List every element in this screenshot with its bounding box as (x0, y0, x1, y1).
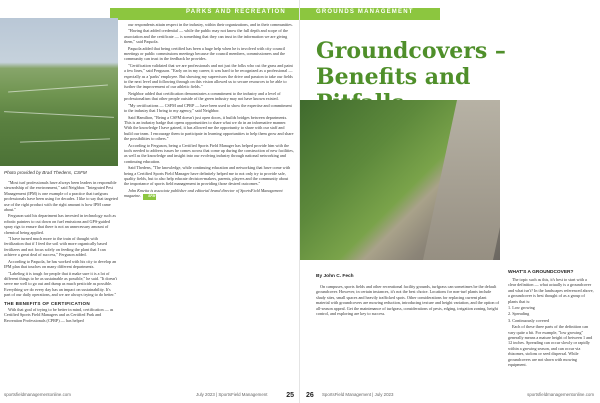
paragraph: our respondents attain respect in the industry, within their organizations, and in their communities. (128, 22, 293, 27)
paragraph: On campuses, sports fields and other recreational facility grounds, turfgrass can sometimes be the default groundcover. However, in certain instances, it's not the best choice. Locations for non-turf plants include shady sites, small spaces and heavily trafficked spots. Other considerations for replacing current plant material with groundcovers are mowing reduction, introducing texture and height variation, and the option of all-season appeal. Get the maintenance of turfgrass, considerations of pests, edging, irrigation zoning, height control, and exploring are key to success. (316, 284, 500, 317)
paragraph: "My certifications — CSFM and CPRP — have been used to show the expertise and commitment to the industry that I bring to my agency," said Neighbor. (124, 102, 292, 114)
paragraph: "Labeling it is tough for people that it make sure it is a lot of different things to be as sustainable as possible," he said. "It doesn't serve me well to go out and dump as much pesticide as possible. Everything we do every day has an impact on sustainability. It's part of our daily operations, and we are always trying to do better." (4, 270, 118, 298)
paragraph: Each of these three parts of the definition can vary quite a bit. For example, "low growing" generally means a mature height of between 1 and 12 inches. Spreading can occur slowly or rapidly within a growing season, and can occur via rhizomes, stolons or seed dispersal. While groundcovers are not shorn with mowing equipment. (508, 324, 593, 368)
walkway-shape (423, 100, 500, 260)
paragraph: "Certification validated that we are professionals and not just the folks who cut the grass and paint a few lines," said Ferguson. "Early on in my career, it was hard to be recognized as a professional — especially as a 'parks' employee. But showing my supervisors the drive and passion to take our fields to the next level and following through on this vision allowed us to secure resources to be able to further the improvement of our athletic fields." (124, 62, 293, 90)
author-note (124, 188, 294, 200)
right-page (300, 0, 600, 403)
end-mark: SFM (143, 194, 156, 199)
left-column-1 (4, 180, 118, 388)
list-item: 3. Continuously covered (508, 317, 550, 323)
paragraph: With that goal of trying to be better in mind, certification — as Certified Sports Field Managers and as Certified Park and Recreation Professionals (CPRP) — has helped (4, 306, 114, 323)
section-label: GROUNDS MANAGEMENT (316, 9, 414, 15)
subhead-certification: THE BENEFITS OF CERTIFICATION (4, 300, 90, 306)
photo-caption: Photo provided by Brad Thedens, CSFM (4, 170, 87, 175)
groundcover-garden-photo (300, 100, 500, 260)
footer-site: sportsfieldmanagementonline.com (4, 392, 71, 397)
list-item: 1. Low growing (508, 305, 535, 311)
paragraph: "Having that added credential — while the public may not know the full depth and scope of the association and the certificate — is something that they can trust in the information we are giving them," said Paquola. (124, 28, 288, 45)
footer-issue: July 2023 | SportsField Management (196, 392, 268, 397)
left-column-2 (124, 22, 294, 388)
sidebar-text (508, 277, 594, 387)
sidebar-box (508, 270, 594, 387)
paragraph: "Most turf professionals have always been leaders in responsible stewardship of the environment," said Neighbor. "Integrated Pest Management (IPM) is one example of a practice that turfgrass professionals have been using for decades. I like to say that targeted use of the right product with the right amount is how IPM came about." (4, 180, 118, 213)
list-item: 2. Spreading (508, 311, 530, 317)
section-label: PARKS AND RECREATION (186, 9, 286, 15)
paragraph: The topic such as this, it's best to start with a clear definition — what actually is a groundcover and what isn't? In the landscapes referenced above, a groundcover is best thought of as a group of plants that is: (508, 277, 594, 304)
page-number: 25 (286, 392, 294, 399)
article-body (316, 284, 500, 384)
paragraph: Paquola added that being certified has been a huge help when he is involved with city council meetings or public commissions meetings because the council members, commissioners and the community can trust in the feedback he provides. (124, 45, 285, 62)
sidebar-heading: WHAT'S A GROUNDCOVER? (508, 270, 574, 275)
page-number: 26 (306, 392, 314, 399)
paragraph: Ferguson said his department has invested in technology such as robotic painters to cut down on fuel emissions and GPS-guided spray rigs to ensure that there is not an unnecessary amount of chemical being applied. (4, 213, 116, 235)
athletic-field-photo (0, 18, 118, 166)
article-title: Groundcovers – Benefits and (316, 38, 506, 90)
paragraph: Said Thedens, "The knowledge, while continuing education and networking that have come with being a Certified Sports Field Manager have definitely helped me to not only try to provide safe, quality fields, but to also help educate decision-makers, parents, players and the community about the importance of sports field management in providing those desired outcomes." (124, 165, 291, 187)
footer-site: sportsfieldmanagementonline.com (527, 392, 594, 397)
paragraph: Neighbor added that certification demonstrates a commitment to the industry and a level of professionalism that other people outside of the green industry may not have known existed. (124, 90, 281, 102)
paragraph: According to Paquola, he has worked with his city to develop an IPM plan that touches on many different departments. (4, 258, 117, 270)
author-note-text: John Kmetta is associate publisher and editorial brand director of SportsField Management magazine. (124, 187, 283, 199)
paragraph: "I have turned much more to the train of thought with fertilization that if I feed the soil with more organically based fertilizers and not focus solely on feeding the plant that I can achieve a great deal of success," Ferguson added. (4, 236, 107, 258)
byline: By John C. Fech (316, 274, 354, 279)
paragraph: Said Hamilton, "Being a CSFM doesn't just open doors, it builds bridges between departments. This is an industry badge that opens opportunities to share what we do in an informative manner. With the knowledge I have gained, it has allowed me the opportunity to share with our staff and build our team. I encourage them to participate in learning opportunities to help them grow and share the possibilities to others." (124, 114, 294, 142)
footer-issue: SportsField Management | July 2023 (322, 392, 394, 397)
paragraph: According to Ferguson, being a Certified Sports Field Manager has helped provide him with the tools needed to address issues he comes across that come up during the construction of new facilities, as well as the knowledge and insight into our evolving industry through national networking and continuing education. (124, 142, 294, 164)
